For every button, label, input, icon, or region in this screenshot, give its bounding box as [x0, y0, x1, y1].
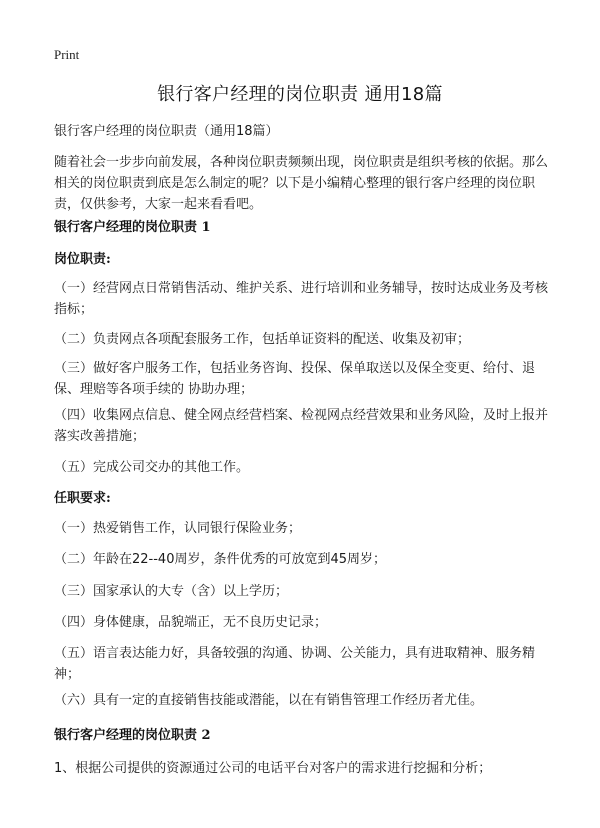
requirement-item-3: （三）国家承认的大专（含）以上学历； — [54, 584, 289, 599]
duty-item-2: （二）负责网点各项配套服务工作，包括单证资料的配送、收集及初审； — [54, 332, 471, 347]
duty-item-3: （三）做好客户服务工作，包括业务咨询、投保、保单取送以及保全变更、给付、退保、理赔等各项手续的 协助办理； — [54, 361, 536, 397]
duties-heading: 岗位职责: — [54, 252, 111, 267]
section-1-heading: 银行客户经理的岗位职责 1 — [54, 220, 211, 235]
section-2-item-1: 1、根据公司提供的资源通过公司的电话平台对客户的需求进行挖掘和分析； — [54, 761, 492, 776]
requirement-item-2: （二）年龄在22--40周岁，条件优秀的可放宽到45周岁； — [54, 552, 387, 567]
duty-item-4: （四）收集网点信息、健全网点经营档案、检视网点经营效果和业务风险，及时上报并落实改善措施； — [54, 408, 549, 444]
requirement-item-6: （六）具有一定的直接销售技能或潜能，以在有销售管理工作经历者尤佳。 — [54, 693, 484, 708]
requirement-item-5: （五）语言表达能力好，具备较强的沟通、协调、公关能力，具有进取精神、服务精神； — [54, 646, 536, 682]
duty-item-5: （五）完成公司交办的其他工作。 — [54, 460, 250, 475]
requirement-item-4: （四）身体健康，品貌端正，无不良历史记录； — [54, 615, 328, 630]
intro-paragraph: 随着社会一步步向前发展，各种岗位职责频频出现，岗位职责是组织考核的依据。那么相关的岗位职责到底是怎么制定的呢？以下是小编精心整理的银行客户经理的岗位职责，仅供参考，大家一起来看看吧。 — [54, 155, 549, 212]
requirement-item-1: （一）热爱销售工作，认同银行保险业务； — [54, 521, 302, 536]
duty-item-1: （一）经营网点日常销售活动、维护关系、进行培训和业务辅导，按时达成业务及考核指标； — [54, 281, 549, 317]
document-title: 银行客户经理的岗位职责 通用18篇 — [157, 84, 443, 105]
document-subtitle: 银行客户经理的岗位职责（通用18篇） — [54, 124, 279, 139]
print-label: Print — [54, 47, 80, 62]
section-2-heading: 银行客户经理的岗位职责 2 — [54, 728, 211, 743]
requirements-heading: 任职要求: — [54, 491, 111, 506]
